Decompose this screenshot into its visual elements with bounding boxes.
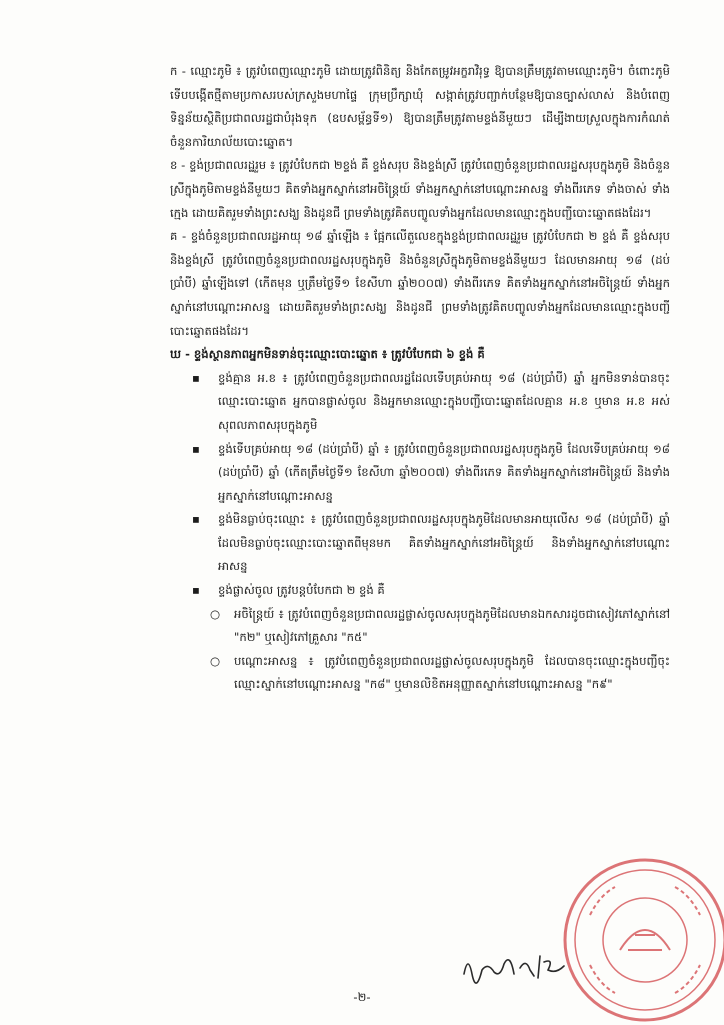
bullet-text: ខ្ទង់គ្មាន អ.ខ ៖ ត្រូវបំពេញចំនួនប្រជាពលរដ្ឋដែលទើបគ្រប់អាយុ ១៨ (ដប់ប្រាំបី) ឆ្នាំ អ្នកមិនទាន់បានចុះឈ្មោះបោះឆ្នោត អ្នកបានផ្លាស់ចូល និងអ្នកមានឈ្មោះក្នុងបញ្ជីបោះឆ្នោតដែលគ្មាន អ.ខ ឬមាន អ.ខ អស់សុពលភាពសរុបក្នុងភូមិ	[218, 370, 670, 432]
list-item	[210, 603, 670, 650]
sub-bullet-list	[210, 603, 670, 697]
paragraph-unregistered-status: ឃ - ខ្ទង់ស្ថានភាពអ្នកមិនទាន់ចុះឈ្មោះបោះឆ្នោត ៖ ត្រូវបំបែកជា ៦ ខ្ទង់ គឺ	[170, 347, 485, 362]
square-bullet-icon: ▪	[192, 370, 200, 385]
bullet-text: ខ្ទង់ទើបគ្រប់អាយុ ១៨ (ដប់ប្រាំបី) ឆ្នាំ ៖ ត្រូវបំពេញចំនួនប្រជាពលរដ្ឋសរុបក្នុងភូមិ ដែលទើបគ្រប់អាយុ ១៨ (ដប់ប្រាំបី) ឆ្នាំ (កើតត្រឹមថ្ងៃទី១ ខែសីហា ឆ្នាំ២០០៧) ទាំងពីរភេទ គិតទាំងអ្នកស្នាក់នៅអចិន្ត្រៃយ៍ និងទាំងអ្នកស្នាក់នៅបណ្តោះអាសន្ន	[218, 441, 670, 503]
list-item	[190, 579, 670, 603]
sub-bullet-text: បណ្តោះអាសន្ន ៖ ត្រូវបំពេញចំនួនប្រជាពលរដ្ឋផ្លាស់ចូលសរុបក្នុងភូមិ ដែលបានចុះឈ្មោះក្នុងបញ្ជីចុះឈ្មោះស្នាក់នៅបណ្តោះអាសន្ន "ក៨" ឬមានលិខិតអនុញ្ញាតស្នាក់នៅបណ្តោះអាសន្ន "ក៩"	[234, 653, 670, 692]
bullet-text: ខ្ទង់មិនធ្លាប់ចុះឈ្មោះ ៖ ត្រូវបំពេញចំនួនប្រជាពលរដ្ឋសរុបក្នុងភូមិដែលមានអាយុលើស ១៨ (ដប់ប្រាំបី) ឆ្នាំ ដែលមិនធ្លាប់ចុះឈ្មោះបោះឆ្នោតពីមុនមក គិតទាំងអ្នកស្នាក់នៅអចិន្ត្រៃយ៍ និងទាំងអ្នកស្នាក់នៅបណ្តោះអាសន្ន	[218, 512, 670, 574]
circle-bullet-icon: ○	[210, 653, 221, 668]
square-bullet-icon: ▪	[192, 441, 200, 456]
signature-icon	[460, 948, 570, 984]
bullet-text: ខ្ទង់ផ្លាស់ចូល ត្រូវបន្តបំបែកជា ២ ខ្ទង់ គឺ	[218, 583, 385, 598]
square-bullet-icon: ▪	[192, 512, 200, 527]
paragraph-population-18-plus: គ - ខ្ទង់ចំនួនប្រជាពលរដ្ឋអាយុ ១៨ ឆ្នាំឡើង ៖ ផ្អែកលើតួលេខក្នុងខ្ទង់ប្រជាពលរដ្ឋរួម ត្រូវបំបែកជា ២ ខ្ទង់ គឺ ខ្ទង់សរុប និងខ្ទង់ស្រី ត្រូវបំពេញចំនួនប្រជាពលរដ្ឋសរុបក្នុងភូមិ និងចំនួនស្រីក្នុងភូមិតាមខ្ទង់នីមួយៗ ដែលមានអាយុ ១៨ (ដប់ប្រាំបី) ឆ្នាំឡើងទៅ (កើតមុន ឬត្រឹមថ្ងៃទី១ ខែសីហា ឆ្នាំ២០០៧) ទាំងពីរភេទ គិតទាំងអ្នកស្នាក់នៅអចិន្ត្រៃយ៍ ទាំងអ្នកស្នាក់នៅបណ្តោះអាសន្ន ដោយគិតរួមទាំងព្រះសង្ឃ និងដូនជី ព្រមទាំងត្រូវគិតបញ្ចូលទាំងអ្នកដែលមានឈ្មោះក្នុងបញ្ជីបោះឆ្នោតផងដែរ។	[170, 229, 670, 338]
page-number: -២-	[353, 990, 371, 1004]
list-item	[210, 650, 670, 697]
paragraph-total-population: ខ - ខ្ទង់ប្រជាពលរដ្ឋរួម ៖ ត្រូវបំបែកជា ២ខ្ទង់ គឺ ខ្ទង់សរុប និងខ្ទង់ស្រី ត្រូវបំពេញចំនួនប្រជាពលរដ្ឋសរុបក្នុងភូមិ និងចំនួនស្រីក្នុងភូមិតាមខ្ទង់នីមួយៗ គិតទាំងអ្នកស្នាក់នៅអចិន្ត្រៃយ៍ ទាំងអ្នកស្នាក់នៅបណ្តោះអាសន្ន ទាំងពីរភេទ ទាំងចាស់ ទាំងក្មេង ដោយគិតរួមទាំងព្រះសង្ឃ និងដូនជី ព្រមទាំងត្រូវគិតបញ្ចូលទាំងអ្នកដែលមានឈ្មោះក្នុងបញ្ជីបោះឆ្នោតផងដែរ។	[170, 158, 670, 220]
paragraph-village-name: ក - ឈ្មោះភូមិ ៖ ត្រូវបំពេញឈ្មោះភូមិ ដោយត្រូវពិនិត្យ និងកែតម្រូវអក្ខរាវិរុទ្ធ ឱ្យបានត្រឹមត្រូវតាមឈ្មោះភូមិ។ ចំពោះភូមិទើបបង្កើតថ្មីតាមប្រកាសរបស់ក្រសួងមហាផ្ទៃ ក្រុមប្រឹក្សាឃុំ សង្កាត់ត្រូវបញ្ជាក់បន្ថែមឱ្យបានច្បាស់លាស់ និងបំពេញទិន្នន័យស្ថិតិប្រជាពលរដ្ឋជាបំរុងទុក (ឧបសម្ព័ន្ធទី១) ឱ្យបានត្រឹមត្រូវតាមខ្ទង់នីមួយៗ ដើម្បីងាយស្រួលក្នុងការកំណត់ចំនួនការិយាល័យបោះឆ្នោត។	[170, 64, 670, 149]
sub-bullet-text: អចិន្ត្រៃយ៍ ៖ ត្រូវបំពេញចំនួនប្រជាពលរដ្ឋផ្លាស់ចូលសរុបក្នុងភូមិដែលមានឯកសារដូចជាសៀវភៅស្នាក់នៅ "ក២" ឬសៀវភៅគ្រួសារ "ក៥"	[234, 606, 670, 645]
square-bullet-icon: ▪	[192, 583, 200, 598]
list-item	[190, 367, 670, 438]
list-item	[190, 508, 670, 579]
document-body	[170, 60, 670, 697]
bullet-list	[190, 367, 670, 697]
list-item	[190, 438, 670, 509]
circle-bullet-icon: ○	[210, 606, 221, 621]
